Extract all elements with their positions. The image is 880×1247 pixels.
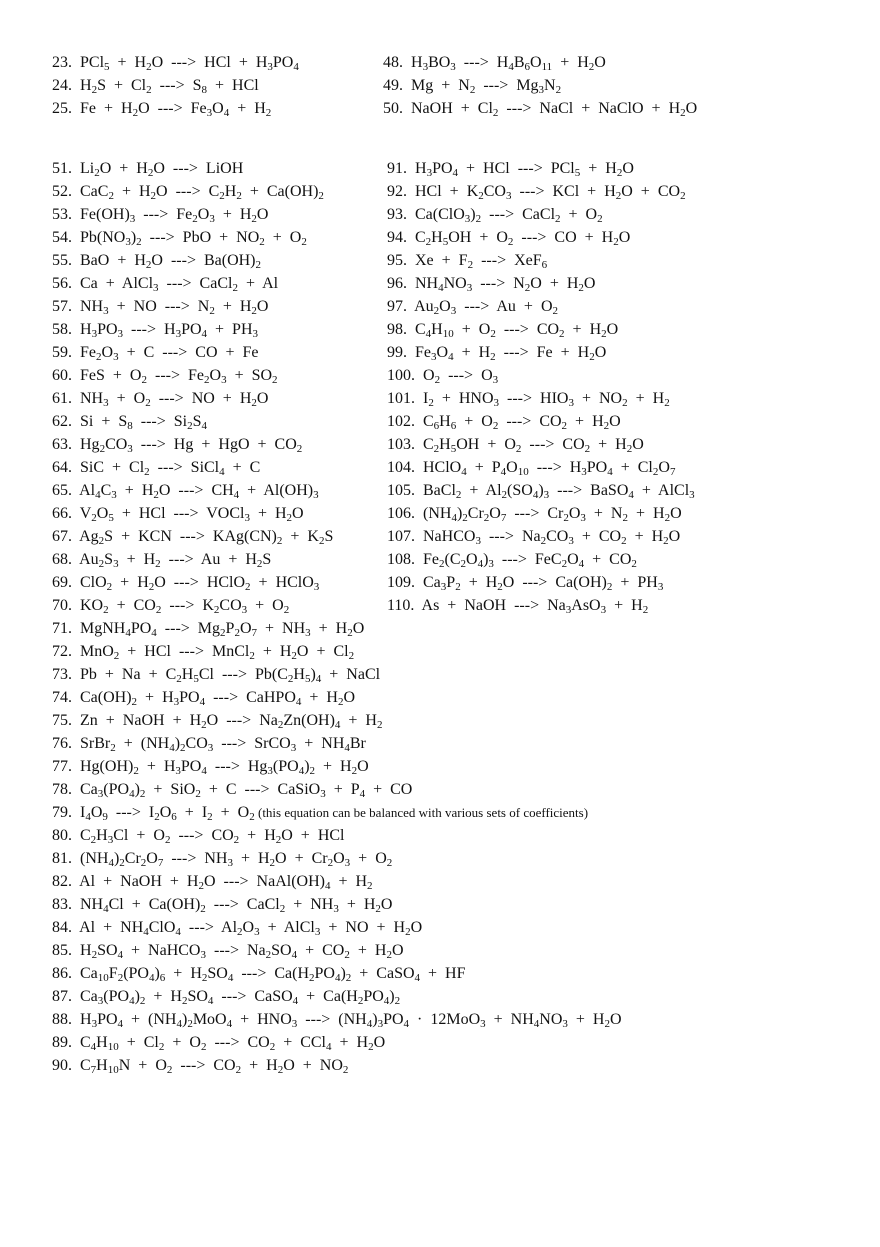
equation-line: 71. $MgNH_4PO_4$ ---> $Mg_2P_2O_7 + NH_3 + H_2O$: [52, 620, 365, 639]
equation-line: 69. $ClO_2 + H_2O$ ---> HClO$_2$ + HClO$_3$: [52, 574, 320, 593]
equation-line: 88. $H_3PO_4 + (NH_4)_2MoO_4 + HNO_3$ ---> $(NH_4)_3PO_4 \cdot 12MoO_3 + NH_4NO_3 + H_2O$: [52, 1011, 622, 1030]
equation-line: 101. $I_2 + HNO_3$ ---> $HIO_3 + NO_2 + H_2$: [387, 390, 670, 409]
equation-line: 99. $Fe_3O_4 + H_2$ ---> $Fe + H_2O$: [387, 344, 607, 363]
equation-line: 110. As + NaOH ---> $Na_3AsO_3 + H_2$: [387, 597, 649, 616]
equation-line: 76. SrBr$_2$ + $(NH_4)_2CO_3$ ---> SrCO$_3$ + $NH_4Br$: [52, 735, 366, 754]
equation-line: 70. $KO_2 + CO_2$ ---> $K_2CO_3 + O_2$: [52, 597, 290, 616]
equation-line: 60. FeS + $O_2$ ---> $Fe_2O_3 + SO_2$: [52, 367, 278, 386]
equation-line: 56. Ca + AlCl$_3$ ---> CaCl$_2$ + Al: [52, 275, 279, 294]
equation-line: 87. $Ca_3(PO_4)_2 + H_2SO_4$ ---> CaSO$_4$ + $Ca(H_2PO_4)_2$: [52, 988, 401, 1007]
equation-line: 97. $Au_2O_3$ ---> $Au + O_2$: [387, 298, 558, 317]
equation-line: 107. NaHCO$_3$ ---> $Na_2CO_3 + CO_2 + H_2O$: [387, 528, 681, 547]
equation-line: 105. BaCl$_2$ + $Al_2(SO_4)_3$ ---> BaSO$_4$ + AlCl$_3$: [387, 482, 695, 501]
equation-line: 55. BaO + $H_2O$ ---> $Ba(OH)_2$: [52, 252, 262, 271]
equation-line: 73. $Pb + Na + C_2H_5Cl$ ---> $Pb(C_2H_5)_4$ + NaCl: [52, 666, 381, 685]
equation-line: 23. $PCl_5 + H_2O$ ---> HCl + $H_3PO_4$: [52, 54, 299, 73]
equation-line: 61. $NH_3 + O_2$ ---> NO + $H_2O$: [52, 390, 269, 409]
equation-line: 96. $NH_4NO_3$ ---> $N_2O + H_2O$: [387, 275, 596, 294]
equation-line: 62. $Si + S_8$ ---> $Si_2S_4$: [52, 413, 208, 432]
equation-line: 48. $H_3BO_3$ ---> $H_4B_6O_{11} + H_2O$: [383, 54, 606, 73]
equation-line: 78. $Ca_3(PO_4)_2 + SiO_2 + C$ ---> CaSiO$_3$ + $P_4$ + CO: [52, 781, 413, 800]
equation-line: 53. $Fe(OH)_3$ ---> $Fe_2O_3 + H_2O$: [52, 206, 269, 225]
equation-line: 81. $(NH_4)_2Cr_2O_7$ ---> $NH_3 + H_2O + Cr_2O_3 + O_2$: [52, 850, 393, 869]
equation-line: 57. $NH_3$ + NO ---> $N_2 + H_2O$: [52, 298, 269, 317]
equation-line: 83. $NH_4Cl + Ca(OH)_2$ ---> CaCl$_2$ + $NH_3 + H_2O$: [52, 896, 393, 915]
equation-line: 95. $Xe + F_2$ ---> XeF$_6$: [387, 252, 548, 271]
equation-line: 75. Zn + NaOH + $H_2O$ ---> $Na_2Zn(OH)_4 + H_2$: [52, 712, 383, 731]
equation-line: 50. NaOH + $Cl_2$ ---> NaCl + NaClO + $H_2O$: [383, 100, 698, 119]
equation-line: 67. $Ag_2S$ + KCN ---> $KAg(CN)_2 + K_2S$: [52, 528, 334, 547]
equation-line: 102. $C_6H_6 + O_2$ ---> $CO_2 + H_2O$: [387, 413, 621, 432]
equation-line: 24. $H_2S + Cl_2$ ---> $S_8$ + HCl: [52, 77, 259, 96]
equation-line: 52. $CaC_2 + H_2O$ ---> $C_2H_2 + Ca(OH)_2$: [52, 183, 324, 202]
equation-line: 82. Al + NaOH + $H_2O$ ---> $NaAl(OH)_4 + H_2$: [52, 873, 373, 892]
equation-line: 59. $Fe_2O_3 + C$ ---> CO + Fe: [52, 344, 259, 363]
equation-line: 65. $Al_4C_3 + H_2O$ ---> $CH_4 + Al(OH)_3$: [52, 482, 319, 501]
equation-line: 85. $H_2SO_4$ + NaHCO$_3$ ---> $Na_2SO_4 + CO_2 + H_2O$: [52, 942, 404, 961]
equation-79-note: (this equation can be balanced with various sets of coefficients): [254, 805, 589, 820]
equation-line: 64. SiC + $Cl_2$ ---> SiCl$_4$ + C: [52, 459, 261, 478]
equation-line: 103. $C_2H_5OH + O_2$ ---> $CO_2 + H_2O$: [387, 436, 644, 455]
equation-line: 104. HClO$_4$ + $P_4O_{10}$ ---> $H_3PO_4 + Cl_2O_7$: [387, 459, 676, 478]
equation-line: 84. $Al + NH_4ClO_4$ ---> $Al_2O_3$ + AlCl$_3$ + NO + $H_2O$: [52, 919, 423, 938]
equation-line: 72. MnO$_2$ + HCl ---> MnCl$_2$ + $H_2O + Cl_2$: [52, 643, 355, 662]
equation-line: 91. $H_3PO_4$ + HCl ---> $PCl_5 + H_2O$: [387, 160, 634, 179]
equation-line: 49. $Mg + N_2$ ---> $Mg_3N_2$: [383, 77, 562, 96]
equation-line: 94. $C_2H_5OH + O_2$ ---> CO + $H_2O$: [387, 229, 631, 248]
equation-line: 74. $Ca(OH)_2 + H_3PO_4$ ---> CaHPO$_4$ + $H_2O$: [52, 689, 356, 708]
equation-line: 93. $Ca(ClO_3)_2$ ---> CaCl$_2$ + $O_2$: [387, 206, 603, 225]
equation-line: 86. $Ca_{10}F_2(PO_4)_6 + H_2SO_4$ ---> $Ca(H_2PO_4)_2$ + CaSO$_4$ + HF: [52, 965, 466, 984]
equation-line: 51. $Li_2O + H_2O$ ---> LiOH: [52, 160, 244, 179]
equation-line: 108. $Fe_2(C_2O_4)_3$ ---> $FeC_2O_4 + CO_2$: [387, 551, 637, 570]
equation-line: 90. $C_7H_{10}N + O_2$ ---> $CO_2 + H_2O + NO_2$: [52, 1057, 349, 1076]
equation-line: 106. $(NH_4)_2Cr_2O_7$ ---> $Cr_2O_3 + N_2 + H_2O$: [387, 505, 682, 524]
equation-line: 58. $H_3PO_3$ ---> $H_3PO_4 + PH_3$: [52, 321, 259, 340]
equation-line: 79. $I_4O_9$ ---> $I_2O_6 + I_2 + O_2$ (this equation can be balanced with various sets of coefficients): [52, 804, 589, 823]
equation-line: 80. $C_2H_3Cl + O_2$ ---> $CO_2 + H_2O$ + HCl: [52, 827, 345, 846]
equation-line: 77. $Hg(OH)_2 + H_3PO_4$ ---> $Hg_3(PO_4)_2 + H_2O$: [52, 758, 369, 777]
equation-line: 109. $Ca_3P_2 + H_2O$ ---> $Ca(OH)_2 + PH_3$: [387, 574, 664, 593]
equation-line: 92. HCl + $K_2CO_3$ ---> KCl + $H_2O + CO_2$: [387, 183, 686, 202]
equation-line: 100. $O_2$ ---> $O_3$: [387, 367, 499, 386]
equation-line: 89. $C_4H_{10} + Cl_2 + O_2$ ---> $CO_2 + CCl_4 + H_2O$: [52, 1034, 386, 1053]
equation-line: 98. $C_4H_{10} + O_2$ ---> $CO_2 + H_2O$: [387, 321, 619, 340]
equation-line: 66. $V_2O_5$ + HCl ---> VOCl$_3$ + $H_2O$: [52, 505, 304, 524]
equation-line: 63. $Hg_2CO_3$ ---> Hg + HgO + $CO_2$: [52, 436, 303, 455]
equation-line: 54. $Pb(NO_3)_2$ ---> PbO + $NO_2 + O_2$: [52, 229, 307, 248]
equation-line: 25. $Fe + H_2O$ ---> $Fe_3O_4 + H_2$: [52, 100, 272, 119]
equation-line: 68. $Au_2S_3 + H_2$ ---> $Au + H_2S$: [52, 551, 272, 570]
